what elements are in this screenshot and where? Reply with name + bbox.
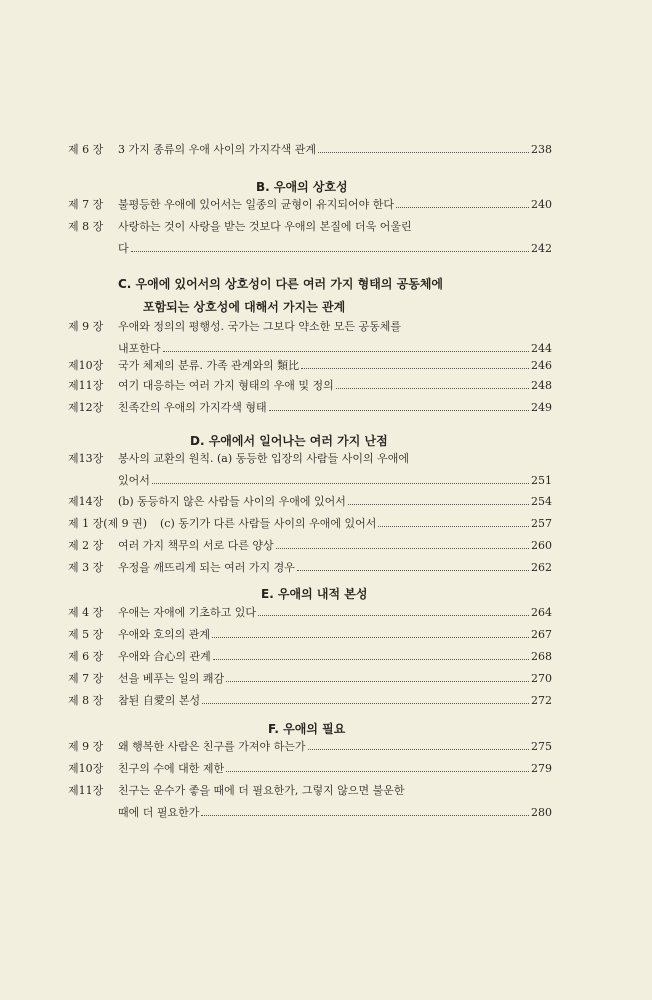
toc-entry[interactable]: [68, 450, 552, 494]
page-number: 240: [531, 198, 552, 211]
page-number: 272: [531, 694, 552, 707]
chapter-number: 제12장: [68, 401, 104, 414]
chapter-number: 제14장: [68, 495, 104, 508]
page-number: 238: [531, 143, 552, 156]
chapter-title-line: 사랑하는 것이 사랑을 받는 것보다 우애의 본질에 더욱 어울린: [118, 220, 412, 233]
chapter-title: [118, 196, 552, 218]
chapter-number: 제 6 장: [68, 143, 104, 156]
chapter-number: 제 9 장: [68, 320, 104, 333]
page-number: 264: [531, 606, 552, 619]
chapter-number: 제10장: [68, 359, 104, 372]
leader-dots: [152, 482, 529, 484]
page-number: 280: [531, 806, 552, 819]
chapter-title: [118, 537, 552, 559]
leader-dots: [308, 748, 530, 750]
page-number: 268: [531, 650, 552, 663]
chapter-number: 제 5 장: [68, 628, 104, 641]
chapter-title: [118, 318, 552, 362]
page-number: 267: [531, 628, 552, 641]
toc-entry[interactable]: [68, 196, 552, 218]
chapter-title: [118, 493, 552, 515]
leader-dots: [131, 250, 529, 252]
chapter-title-line: 내포한다: [118, 342, 161, 355]
chapter-title-line: 다: [118, 242, 129, 255]
toc-entry[interactable]: [68, 782, 552, 826]
chapter-title: [118, 692, 552, 714]
leader-dots: [226, 680, 529, 682]
page-number: 244: [531, 342, 552, 355]
leader-dots: [269, 409, 529, 411]
chapter-title: [118, 760, 552, 782]
chapter-title-line: 친족간의 우애의 가지각색 형태: [118, 401, 267, 414]
leader-dots: [212, 636, 529, 638]
toc-entry[interactable]: [68, 559, 552, 581]
leader-dots: [202, 702, 529, 704]
chapter-number: 제10장: [68, 762, 104, 775]
chapter-title-line: 때에 더 필요한가: [118, 806, 200, 819]
toc-entry[interactable]: [68, 604, 552, 626]
chapter-title-line: 여러 가지 책무의 서로 다른 양상: [118, 539, 274, 552]
section-heading: 포함되는 상호성에 대해서 가지는 관계: [143, 300, 346, 314]
toc-entry[interactable]: [68, 738, 552, 760]
leader-dots: [396, 206, 529, 208]
chapter-number: 제 6 장: [68, 650, 104, 663]
chapter-number: 제 1 장(제 9 권): [68, 517, 148, 530]
page-number: 270: [531, 672, 552, 685]
chapter-number: 제11장: [68, 784, 104, 797]
chapter-title: [118, 450, 552, 494]
chapter-title-line: 참된 自愛의 본성: [118, 694, 201, 707]
leader-dots: [213, 658, 529, 660]
page-number: 275: [531, 740, 552, 753]
leader-dots: [226, 770, 529, 772]
chapter-title: [118, 648, 552, 670]
chapter-title-line: 선을 베푸는 일의 쾌감: [118, 672, 225, 685]
section-heading: F. 우애의 필요: [268, 722, 346, 736]
leader-dots: [276, 547, 529, 549]
chapter-title-line: 왜 행복한 사람은 친구를 가져야 하는가: [118, 740, 306, 753]
chapter-title: [118, 559, 552, 581]
section-heading: D. 우애에서 일어나는 여러 가지 난점: [190, 434, 388, 448]
page-number: 242: [531, 242, 552, 255]
chapter-title-line: 국가 체제의 분류. 가족 관계와의 類比: [118, 359, 300, 372]
toc-entry[interactable]: [68, 493, 552, 515]
chapter-number: 제 8 장: [68, 220, 104, 233]
toc-entry[interactable]: [68, 760, 552, 782]
chapter-title: [118, 357, 552, 379]
chapter-title: [118, 670, 552, 692]
chapter-title-line: 우정을 깨뜨리게 되는 여러 가지 경우: [118, 561, 295, 574]
toc-entry[interactable]: [68, 357, 552, 379]
section-heading: E. 우애의 내적 본성: [261, 587, 368, 601]
page-number: 246: [531, 359, 552, 372]
chapter-title-line: 봉사의 교환의 원칙. (a) 동등한 입장의 사람들 사이의 우애에: [118, 452, 410, 465]
toc-entry[interactable]: [68, 626, 552, 648]
chapter-title-line: 우애는 자애에 기초하고 있다: [118, 606, 257, 619]
chapter-title-line: 여기 대응하는 여러 가지 형태의 우애 및 정의: [118, 379, 334, 392]
page-number: 257: [531, 517, 552, 530]
chapter-title: [118, 141, 552, 163]
page-number: 262: [531, 561, 552, 574]
toc-entry[interactable]: [68, 692, 552, 714]
toc-entry[interactable]: [68, 670, 552, 692]
toc-entry[interactable]: [68, 318, 552, 362]
toc-entry[interactable]: [68, 515, 552, 537]
chapter-title-line: 우애와 合心의 관계: [118, 650, 211, 663]
section-heading: C. 우애에 있어서의 상호성이 다른 여러 가지 형태의 공동체에: [118, 277, 443, 291]
page-number: 260: [531, 539, 552, 552]
toc-entry[interactable]: [68, 218, 552, 262]
chapter-title-line: 친구의 수에 대한 제한: [118, 762, 225, 775]
chapter-number: 제13장: [68, 452, 104, 465]
chapter-title: [160, 515, 552, 537]
leader-dots: [378, 525, 529, 527]
chapter-title-line: (b) 동등하지 않은 사람들 사이의 우애에 있어서: [118, 495, 346, 508]
chapter-number: 제 9 장: [68, 740, 104, 753]
chapter-number: 제 4 장: [68, 606, 104, 619]
page-number: 251: [531, 474, 552, 487]
chapter-number: 제 2 장: [68, 539, 104, 552]
chapter-number: 제11장: [68, 379, 104, 392]
chapter-number: 제 7 장: [68, 198, 104, 211]
toc-entry[interactable]: [68, 399, 552, 421]
leader-dots: [301, 367, 529, 369]
chapter-number: 제 7 장: [68, 672, 104, 685]
toc-entry[interactable]: [68, 377, 552, 399]
chapter-title-line: 있어서: [118, 474, 150, 487]
page-number: 254: [531, 495, 552, 508]
chapter-title: [118, 738, 552, 760]
leader-dots: [258, 614, 529, 616]
chapter-title-line: 우애와 호의의 관계: [118, 628, 211, 641]
leader-dots: [201, 814, 529, 816]
page-number: 249: [531, 401, 552, 414]
toc-entry[interactable]: [68, 648, 552, 670]
leader-dots: [163, 350, 529, 352]
chapter-title-line: 우애와 정의의 평행성. 국가는 그보다 약소한 모든 공동체를: [118, 320, 401, 333]
leader-dots: [348, 503, 529, 505]
chapter-title: [118, 626, 552, 648]
chapter-title: [118, 782, 552, 826]
section-heading: B. 우애의 상호성: [256, 180, 348, 194]
chapter-title-line: 친구는 운수가 좋을 때에 더 필요한가, 그렇지 않으면 불운한: [118, 784, 405, 797]
leader-dots: [336, 387, 529, 389]
chapter-title: [118, 604, 552, 626]
chapter-title: [118, 218, 552, 262]
leader-dots: [318, 151, 529, 153]
toc-entry[interactable]: [68, 537, 552, 559]
chapter-number: 제 8 장: [68, 694, 104, 707]
chapter-title-line: (c) 동기가 다른 사람들 사이의 우애에 있어서: [160, 517, 377, 530]
toc-entry[interactable]: [68, 141, 552, 163]
chapter-title-line: 3 가지 종류의 우애 사이의 가지각색 관계: [118, 143, 316, 156]
chapter-number: 제 3 장: [68, 561, 104, 574]
leader-dots: [297, 569, 529, 571]
page-number: 248: [531, 379, 552, 392]
chapter-title: [118, 377, 552, 399]
chapter-title: [118, 399, 552, 421]
page-number: 279: [531, 762, 552, 775]
chapter-title-line: 불평등한 우애에 있어서는 일종의 균형이 유지되어야 한다: [118, 198, 395, 211]
